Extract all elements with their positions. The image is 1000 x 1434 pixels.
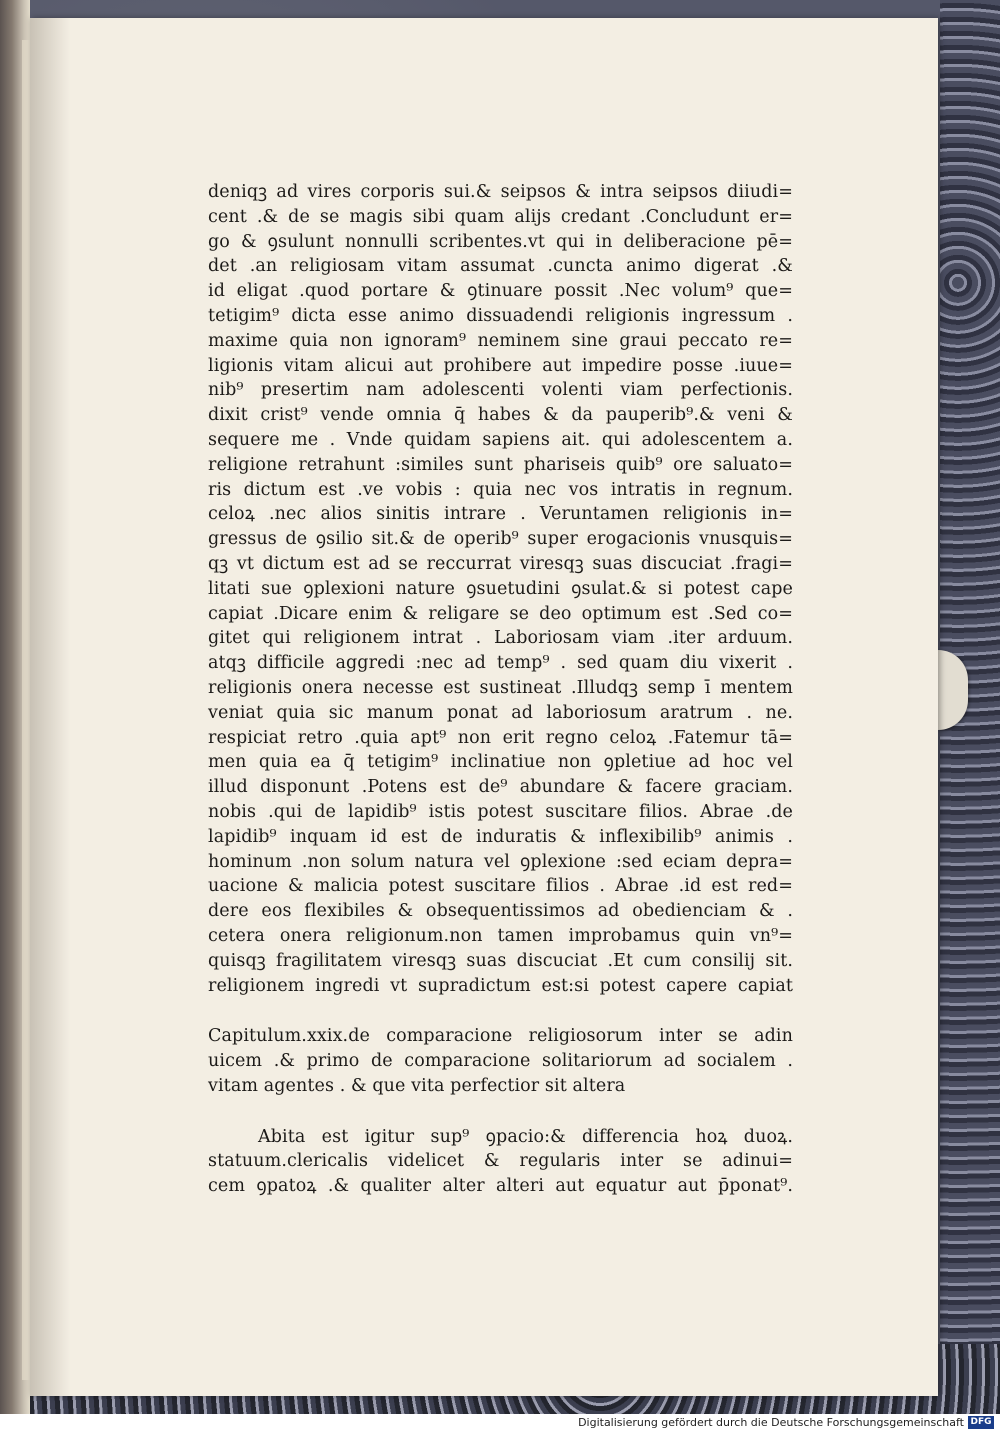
text-line: nib⁹ presertim nam adolescenti volenti viam perfectionis. xyxy=(208,380,793,401)
chapter-heading-line: vitam agentes . & que vita perfectior sit altera xyxy=(208,1075,626,1096)
text-line: deniqꝫ ad vires corporis sui.& seipsos & intra seipsos diiudi= xyxy=(208,182,793,202)
text-line: religionis onera necesse est sustineat .Illudqꝫ semp ī mentem xyxy=(208,677,793,698)
text-line: Abita est igitur sup⁹ ꝯpacio:& differencia hoꝝ duoꝝ. xyxy=(258,1126,793,1147)
text-line: men quia ea q̄ tetigim⁹ inclinatiue non ꝯpletiue ad hoc vel xyxy=(208,752,793,773)
dfg-logo: DFG xyxy=(968,1416,994,1429)
text-line: tetigim⁹ dicta esse animo dissuadendi religionis ingressum . xyxy=(208,305,793,326)
chapter-heading-line: uicem .& primo de comparacione solitariorum ad socialem . xyxy=(208,1051,793,1072)
text-line: dere eos flexibiles & obsequentissimos ad obedienciam & . xyxy=(208,901,793,922)
text-line: nobis .qui de lapidib⁹ istis potest suscitare filios. Abrae .de xyxy=(208,801,793,822)
text-line: ligionis vitam alicui aut prohibere aut impedire posse .iuue= xyxy=(208,355,793,376)
text-line: ris dictum est .ve vobis : quia nec vos intratis in regnum. xyxy=(208,479,793,500)
text-line: religione retrahunt :similes sunt phariseis quib⁹ ore saluato= xyxy=(208,454,793,475)
chapter-heading-line: Capitulum.xxix.de comparacione religiosorum inter se adin xyxy=(208,1026,793,1047)
text-line: illud disponunt .Potens est de⁹ abundare & facere graciam. xyxy=(208,777,793,798)
text-line: hominum .non solum natura vel ꝯplexione :sed eciam depra= xyxy=(208,851,793,872)
text-line: gressus de ꝯsilio sit.& de operib⁹ super erogacionis vnusquis= xyxy=(208,529,793,550)
text-line: det .an religiosam vitam assumat .cuncta animo digerat .& xyxy=(208,256,793,277)
text-line: celoꝝ .nec alios sinitis intrare . Veruntamen religionis in= xyxy=(208,504,793,525)
text-line: veniat quia sic manum ponat ad laboriosum aratrum . ne. xyxy=(208,702,793,723)
chapter-paragraph xyxy=(208,1125,793,1199)
text-line: dixit crist⁹ vende omnia q̄ habes & da pauperib⁹.& veni & xyxy=(208,405,793,426)
text-line: cetera onera religionum.non tamen improbamus quin vn⁹= xyxy=(208,925,793,946)
text-line: respiciat retro .quia apt⁹ non erit regno celoꝝ .Fatemur tā= xyxy=(208,727,793,748)
page-text xyxy=(208,180,793,1199)
text-line: atqꝫ difficile aggredi :nec ad temp⁹ . sed quam diu vixerit . xyxy=(208,653,793,674)
text-line: cem ꝯpatoꝝ .& qualiter alter alteri aut equatur aut p̄ponat⁹. xyxy=(208,1176,793,1197)
text-line: cent .& de se magis sibi quam alijs credant .Concludunt er= xyxy=(208,206,793,227)
text-line: capiat .Dicare enim & religare se deo optimum est .Sed co= xyxy=(208,603,793,624)
text-line: gitet qui religionem intrat . Laboriosam viam .iter arduum. xyxy=(208,628,793,649)
text-line: go & ꝯsulunt nonnulli scribentes.vt qui in deliberacione pē= xyxy=(208,231,793,252)
text-line: religionem ingredi vt supradictum est:si potest capere capiat xyxy=(208,975,793,996)
chapter-heading xyxy=(208,1024,793,1098)
text-line: qꝫ vt dictum est ad se reccurrat viresqꝫ suas discuciat .fragi= xyxy=(208,553,793,574)
text-line: litati sue ꝯplexioni nature ꝯsuetudini ꝯsulat.& si potest cape xyxy=(208,578,793,599)
body-text xyxy=(208,180,793,998)
funding-notice: Digitalisierung gefördert durch die Deutsche Forschungsgemeinschaft xyxy=(578,1416,964,1429)
text-line: uacione & malicia potest suscitare filios . Abrae .id est red= xyxy=(208,876,793,897)
text-line: lapidib⁹ inquam id est de induratis & inflexibilib⁹ animis . xyxy=(208,826,793,847)
text-line: quisqꝫ fragilitatem viresqꝫ suas discuciat .Et cum consilij sit. xyxy=(208,950,793,971)
text-line: id eligat .quod portare & ꝯtinuare possit .Nec volum⁹ que= xyxy=(208,281,793,302)
text-line: statuum.clericalis videlicet & regularis inter se adinui= xyxy=(208,1151,793,1172)
text-line: maxime quia non ignoram⁹ neminem sine graui peccato re= xyxy=(208,330,793,351)
text-line: sequere me . Vnde quidam sapiens ait. qui adolescentem a. xyxy=(208,429,793,450)
